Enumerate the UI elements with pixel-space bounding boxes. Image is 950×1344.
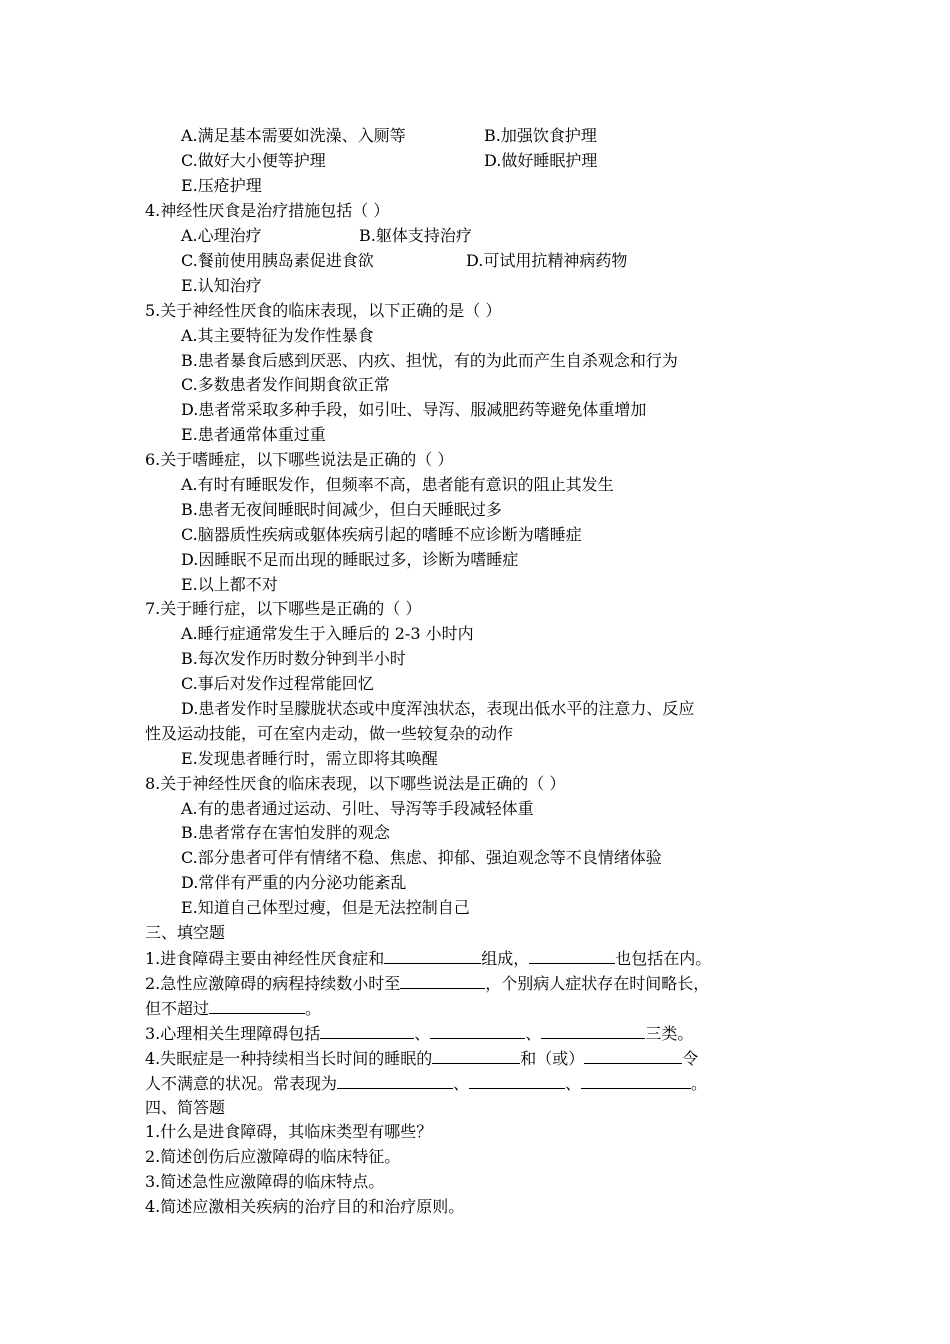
fill2-text-b: ，个别病人症状存在时间略长， [485, 974, 710, 993]
fill-question-1 [145, 946, 711, 970]
q5-option-e: E.患者通常体重过重 [181, 425, 326, 444]
q3-option-b: B.加强饮食护理 [484, 126, 597, 145]
q7-option-c: C.事后对发作过程常能回忆 [181, 674, 374, 693]
answer-blank[interactable] [384, 946, 481, 964]
answer-blank[interactable] [584, 1046, 682, 1064]
q7-option-e: E.发现患者睡行时，需立即将其唤醒 [181, 749, 438, 768]
short-question-4: 4.简述应激相关疾病的治疗目的和治疗原则。 [145, 1197, 465, 1216]
answer-blank[interactable] [529, 946, 615, 964]
answer-blank[interactable] [430, 1021, 525, 1039]
short-question-2: 2.简述创伤后应激障碍的临床特征。 [145, 1147, 401, 1166]
q7-option-d-line2: 性及运动技能，可在室内走动，做一些较复杂的动作 [145, 724, 514, 743]
fill3-text-d: 三类。 [645, 1024, 694, 1043]
fill4-text-c: 令 [682, 1049, 699, 1068]
q4-option-c: C.餐前使用胰岛素促进食欲 [181, 251, 374, 270]
q3-option-d: D.做好睡眠护理 [484, 151, 598, 170]
q5-option-b: B.患者暴食后感到厌恶、内疚、担忧，有的为此而产生自杀观念和行为 [181, 351, 678, 370]
q7-stem: 7.关于睡行症，以下哪些是正确的（ ） [145, 599, 422, 618]
q7-option-a: A.睡行症通常发生于入睡后的 2-3 小时内 [181, 624, 474, 643]
q4-option-b: B.躯体支持治疗 [359, 226, 472, 245]
fill2-text-d: 。 [305, 999, 322, 1018]
q6-option-e: E.以上都不对 [181, 575, 278, 594]
fill4-text-d: 人不满意的状况。常表现为 [145, 1074, 338, 1093]
fill1-text-b: 组成， [481, 949, 530, 968]
answer-blank[interactable] [337, 1071, 453, 1089]
short-question-1: 1.什么是进食障碍，其临床类型有哪些？ [145, 1122, 433, 1141]
q4-stem: 4.神经性厌食是治疗措施包括（ ） [145, 201, 390, 220]
section3-title: 三、填空题 [145, 923, 226, 942]
answer-blank[interactable] [209, 996, 305, 1014]
answer-blank[interactable] [541, 1021, 645, 1039]
answer-blank[interactable] [400, 971, 485, 989]
fill4-text-f: 、 [565, 1074, 582, 1093]
fill1-text-a: 1.进食障碍主要由神经性厌食症和 [145, 949, 385, 968]
q8-option-e: E.知道自己体型过瘦，但是无法控制自己 [181, 898, 470, 917]
q5-option-a: A.其主要特征为发作性暴食 [181, 326, 374, 345]
q8-option-c: C.部分患者可伴有情绪不稳、焦虑、抑郁、强迫观念等不良情绪体验 [181, 848, 662, 867]
answer-blank[interactable] [581, 1071, 691, 1089]
q5-option-c: C.多数患者发作间期食欲正常 [181, 375, 390, 394]
q7-option-b: B.每次发作历时数分钟到半小时 [181, 649, 406, 668]
fill4-text-b: 和（或） [520, 1049, 585, 1068]
q3-option-e: E.压疮护理 [181, 176, 262, 195]
fill2-text-a: 2.急性应激障碍的病程持续数小时至 [145, 974, 401, 993]
fill1-text-c: 也包括在内。 [615, 949, 712, 968]
fill-question-2-cont [145, 996, 321, 1020]
q5-option-d: D.患者常采取多种手段，如引吐、导泻、服减肥药等避免体重增加 [181, 400, 647, 419]
fill2-text-c: 但不超过 [145, 999, 210, 1018]
q3-option-c: C.做好大小便等护理 [181, 151, 326, 170]
fill4-text-a: 4.失眠症是一种持续相当长时间的睡眠的 [145, 1049, 433, 1068]
fill-question-2 [145, 971, 709, 995]
fill-question-3 [145, 1021, 693, 1045]
q4-option-a: A.心理治疗 [181, 226, 262, 245]
fill-question-4-cont [145, 1071, 707, 1095]
q6-option-d: D.因睡眠不足而出现的睡眠过多，诊断为嗜睡症 [181, 550, 519, 569]
q6-stem: 6.关于嗜睡症，以下哪些说法是正确的（ ） [145, 450, 454, 469]
answer-blank[interactable] [320, 1021, 414, 1039]
q8-option-a: A.有的患者通过运动、引吐、导泻等手段减轻体重 [181, 799, 534, 818]
q3-option-a: A.满足基本需要如洗澡、入厕等 [181, 126, 406, 145]
section4-title: 四、简答题 [145, 1098, 226, 1117]
q7-option-d-line1: D.患者发作时呈朦胧状态或中度浑浊状态，表现出低水平的注意力、反应 [181, 699, 695, 718]
fill3-text-b: 、 [414, 1024, 431, 1043]
q8-option-d: D.常伴有严重的内分泌功能紊乱 [181, 873, 407, 892]
answer-blank[interactable] [432, 1046, 520, 1064]
q8-stem: 8.关于神经性厌食的临床表现，以下哪些说法是正确的（ ） [145, 774, 566, 793]
q4-option-d: D.可试用抗精神病药物 [466, 251, 628, 270]
q5-stem: 5.关于神经性厌食的临床表现，以下正确的是（ ） [145, 301, 502, 320]
q4-option-e: E.认知治疗 [181, 276, 262, 295]
q8-option-b: B.患者常存在害怕发胖的观念 [181, 823, 390, 842]
fill4-text-g: 。 [691, 1074, 708, 1093]
q6-option-c: C.脑器质性疾病或躯体疾病引起的嗜睡不应诊断为嗜睡症 [181, 525, 582, 544]
answer-blank[interactable] [469, 1071, 565, 1089]
fill3-text-a: 3.心理相关生理障碍包括 [145, 1024, 321, 1043]
q6-option-b: B.患者无夜间睡眠时间减少，但白天睡眠过多 [181, 500, 502, 519]
fill4-text-e: 、 [453, 1074, 470, 1093]
fill3-text-c: 、 [525, 1024, 542, 1043]
fill-question-4 [145, 1046, 698, 1070]
short-question-3: 3.简述急性应激障碍的临床特点。 [145, 1172, 385, 1191]
q6-option-a: A.有时有睡眠发作，但频率不高，患者能有意识的阻止其发生 [181, 475, 614, 494]
